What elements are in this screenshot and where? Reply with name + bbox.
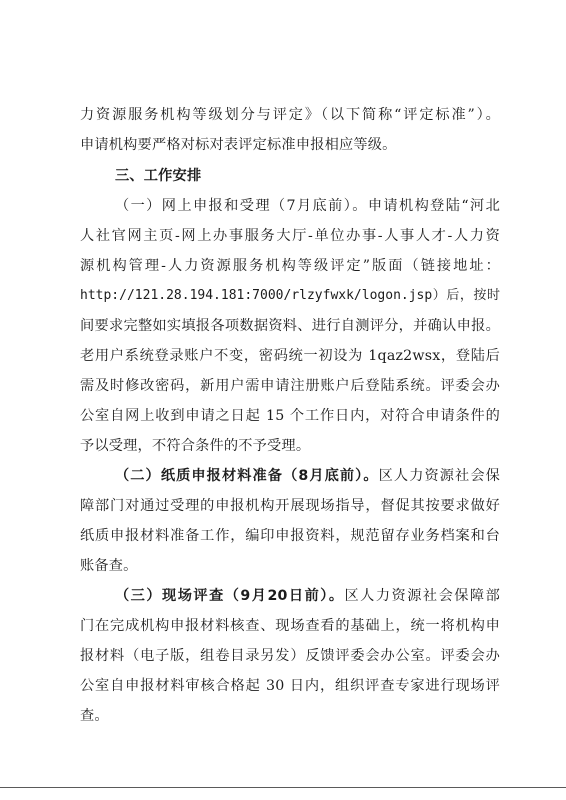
paragraph-line: 力资源服务机构等级划分与评定》（以下简称“评定标准”）。 [80, 107, 500, 123]
item-2-title: （二）纸质申报材料准备（8月底前）。 [115, 468, 379, 484]
paragraph-line: 间要求完整如实填报各项数据资料、进行自测评分，并确认申报。 [80, 318, 500, 334]
section-heading: 三、工作安排 [115, 168, 202, 184]
paragraph-line: 源机构管理-人力资源服务机构等级评定”版面（链接地址： [80, 258, 500, 274]
url-line: http://121.28.194.181:7000/rlzyfwxk/logon.jsp）后，按时 [80, 288, 500, 303]
paragraph-line: 账备查。 [80, 558, 138, 574]
item-3-text: 区人力资源社会保障部 [344, 588, 500, 604]
paragraph-line: 公室自网上收到申请之日起 15 个工作日内，对符合申请条件的 [80, 408, 500, 424]
item-3-title: （三）现场评查（9月20日前）。 [115, 588, 345, 604]
paragraph-line: 纸质申报材料准备工作，编印申报资料，规范留存业务档案和台 [80, 528, 500, 544]
paragraph-line: 申请机构要严格对标对表评定标准申报相应等级。 [80, 137, 397, 153]
item-2-text: 区人力资源社会保 [378, 468, 500, 484]
paragraph-line: 报材料（电子版，组卷目录另发）反馈评委会办公室。评委会办 [80, 648, 500, 664]
page-bottom-rule [0, 787, 566, 788]
paragraph-line: 门在完成机构申报材料核查、现场查看的基础上，统一将机构申 [80, 618, 500, 634]
paragraph-line: 公室自申报材料审核合格起 30 日内，组织评查专家进行现场评 [80, 678, 500, 694]
paragraph-line: 人社官网主页-网上办事服务大厅-单位办事-人事人才-人力资 [80, 228, 500, 244]
item-1-title: （一）网上申报和受理（7月底前）。 [115, 198, 368, 214]
item-1-text: 申请机构登陆“河北 [367, 198, 501, 214]
paragraph-line: 予以受理，不符合条件的不予受理。 [80, 438, 311, 454]
paragraph-line: 查。 [80, 708, 109, 724]
paragraph-line: 需及时修改密码，新用户需申请注册账户后登陆系统。评委会办 [80, 378, 500, 394]
paragraph-line: 障部门对通过受理的申报机构开展现场指导，督促其按要求做好 [80, 498, 500, 514]
item-2-first-line [115, 466, 500, 486]
item-3-first-line [115, 586, 500, 606]
item-1-first-line [115, 196, 500, 216]
paragraph-line: 老用户系统登录账户不变，密码统一初设为 1qaz2wsx，登陆后 [80, 348, 500, 364]
